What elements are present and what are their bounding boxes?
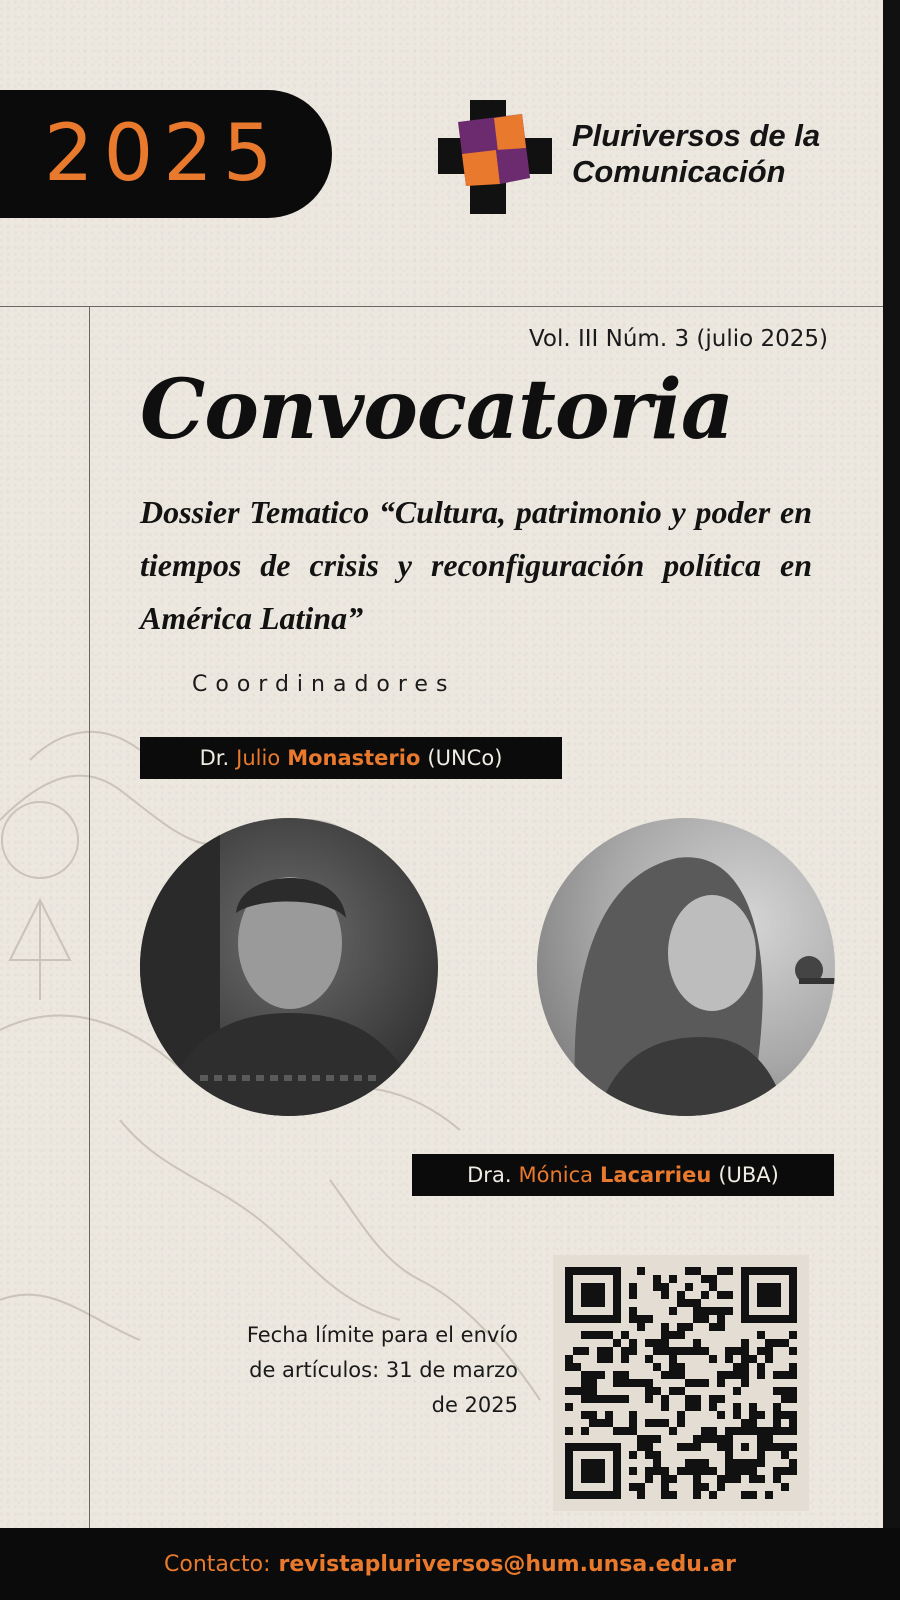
deadline-line3: de 2025 [431, 1393, 518, 1417]
issue-info: Vol. III Núm. 3 (julio 2025) [528, 326, 828, 352]
deadline-text [170, 1318, 518, 1423]
page-title: Convocatoria [140, 362, 734, 458]
person-silhouette-icon [140, 818, 438, 1116]
contact-label: Contacto: [164, 1551, 271, 1577]
qr-code[interactable] [553, 1255, 809, 1511]
year-text: 2025 [44, 109, 283, 199]
dossier-title: Dossier Tematico “Cultura, patrimonio y poder en tiempos de crisis y reconfiguración política en América Latina” [140, 494, 812, 636]
coordinator-2-title: Dra. [467, 1163, 512, 1187]
journal-name [572, 118, 820, 190]
coordinator-2-photo [537, 818, 835, 1116]
deadline-line1: Fecha límite para el envío [246, 1323, 518, 1347]
coordinator-1-photo [140, 818, 438, 1116]
year-banner [0, 90, 332, 218]
coordinators-label: Coordinadores [192, 672, 456, 697]
journal-name-line2: Comunicación [572, 154, 786, 189]
coordinator-2-last-name: Lacarrieu [600, 1163, 712, 1187]
person-silhouette-icon [537, 818, 835, 1116]
deadline-line2: de artículos: 31 de marzo [249, 1358, 518, 1382]
horizontal-divider [0, 306, 883, 307]
contact-email-link[interactable]: revistapluriversos@hum.unsa.edu.ar [278, 1551, 736, 1577]
footer-contact [0, 1528, 900, 1600]
coordinator-1-affiliation: (UNCo) [427, 746, 503, 770]
qr-code-icon [565, 1267, 797, 1499]
cross-logo-icon [438, 100, 552, 214]
coordinator-1-title: Dr. [199, 746, 230, 770]
coordinator-2-affiliation: (UBA) [718, 1163, 779, 1187]
vertical-divider [89, 306, 90, 1528]
journal-name-line1: Pluriversos de la [572, 118, 821, 153]
right-edge-strip [883, 0, 900, 1528]
coordinator-1-first-name: Julio [236, 746, 281, 770]
coordinator-1-tag [140, 737, 562, 779]
coordinator-2-first-name: Mónica [518, 1163, 594, 1187]
coordinator-2-tag [412, 1154, 834, 1196]
coordinator-1-last-name: Monasterio [287, 746, 421, 770]
